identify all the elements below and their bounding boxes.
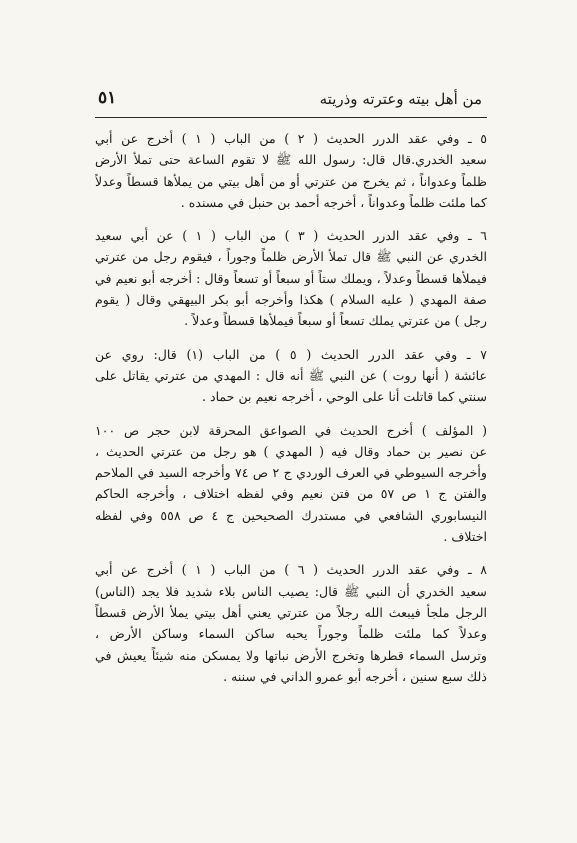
text-line: ٥ ـ وفي عقد الدرر الحديث ( ٢ ) من الباب ( ١ ) أخرج عن أبي	[95, 131, 487, 146]
hadith-paragraph-8	[95, 559, 487, 687]
text-line: وترسل السماء قطرها وتخرج الأرض نباتها ولا يمسكن منه شيئاً يعيش في	[95, 647, 487, 663]
text-line: كما ملئت ظلماً وعدواناً ، أخرجه أحمد بن حنبل في مسنده .	[180, 194, 487, 210]
header-divider	[95, 117, 487, 118]
text-line: ( المؤلف ) أخرج الحديث في الصواعق المحرقة لابن حجر ص ١٠٠	[95, 422, 487, 438]
text-line: سعيد الخدري أن النبي ﷺ قال: يصيب الناس بلاء شديد فلا يجد (الناس)	[95, 583, 487, 599]
text-line: ظلماً وعدواناً ، ثم يخرج من عترتي أو من أهل بيتي من يملأها قسطاً وعدلاً	[95, 173, 487, 189]
text-line: اختلاف .	[443, 529, 487, 545]
text-line: ذلك سبع سنين ، أخرجه أبو عمرو الداني في سننه .	[223, 668, 487, 684]
text-line: عن نصير بن حماد وقال فيه ( المهدي ) هو رجل من عترتي الحديث ،	[95, 443, 487, 459]
text-line: عائشة ( أنها روت ) عن النبي ﷺ أنه قال : المهدي من عترتي يقاتل على	[95, 367, 487, 383]
text-line: ٨ ـ وفي عقد الدرر الحديث ( ٦ ) من الباب ( ١ ) أخرج عن أبي	[95, 562, 487, 578]
author-note-paragraph	[95, 420, 487, 548]
page-number: ٥١	[98, 88, 117, 108]
text-line: فيملأها قسطاً وعدلاً ، ويملك ستاً أو سبعاً أو تسعاً وقال : أخرجه أبو نعيم في	[95, 270, 487, 286]
text-line: سنتي كما قاتلت أنا على الوحي ، أخرجه نعيم بن حماد .	[201, 389, 487, 405]
text-line: سعيد الخدري.قال قال: رسول الله ﷺ لا تقوم الساعة حتى تملأ الأرض	[95, 152, 487, 168]
text-line: ٦ ـ وفي عقد الدرر الحديث ( ٣ ) من الباب ( ١ ) عن أبي سعيد	[95, 228, 487, 244]
text-line: رجل ) من عترتي يملك تسعاً أو سبعاً فيملأها قسطاً وعدلاً .	[184, 313, 487, 329]
text-line: وأخرجه السيوطي في العرف الوردي ج ٢ ص ٧٤ وأخرجه السيد في الملاحم	[95, 465, 487, 481]
text-line: الخدري عن النبي ﷺ قال تملأ الأرض ظلماً وجوراً ، فيقوم رجل من عترتي	[95, 249, 487, 265]
hadith-paragraph-5	[95, 128, 487, 213]
hadith-paragraph-6	[95, 225, 487, 331]
text-line: ٧ ـ وفي عقد الدرر الحديث ( ٥ ) من الباب (١) قال: روي عن	[95, 346, 487, 362]
text-line: والفتن ج ١ ص ٥٧ من فتن نعيم وفي لفظه اختلاف ، وأخرجه الحاكم	[95, 486, 487, 502]
text-line: الرجل ملجأ فيبعث الله رجلاً من عترتي يعني أهل بيتي يملأ الأرض قسطاً	[95, 604, 487, 620]
text-line: النيسابوري الشافعي في مستدرك الصحيحين ج ٤ ص ٥٥٨ وفي لفظه	[95, 507, 487, 523]
text-line: وعدلاً كما ملئت ظلماً وجوراً يحبه ساكن السماء وساكن الأرض ،	[95, 626, 487, 642]
running-title: من أهل بيته وعترته وذريته	[319, 90, 482, 108]
page-body	[95, 128, 487, 699]
hadith-paragraph-7	[95, 344, 487, 408]
text-line: صفة المهدي ( عليه السلام ) هكذا وأخرجه أبو بكر البيهقي وقال ( يقوم	[95, 292, 487, 308]
